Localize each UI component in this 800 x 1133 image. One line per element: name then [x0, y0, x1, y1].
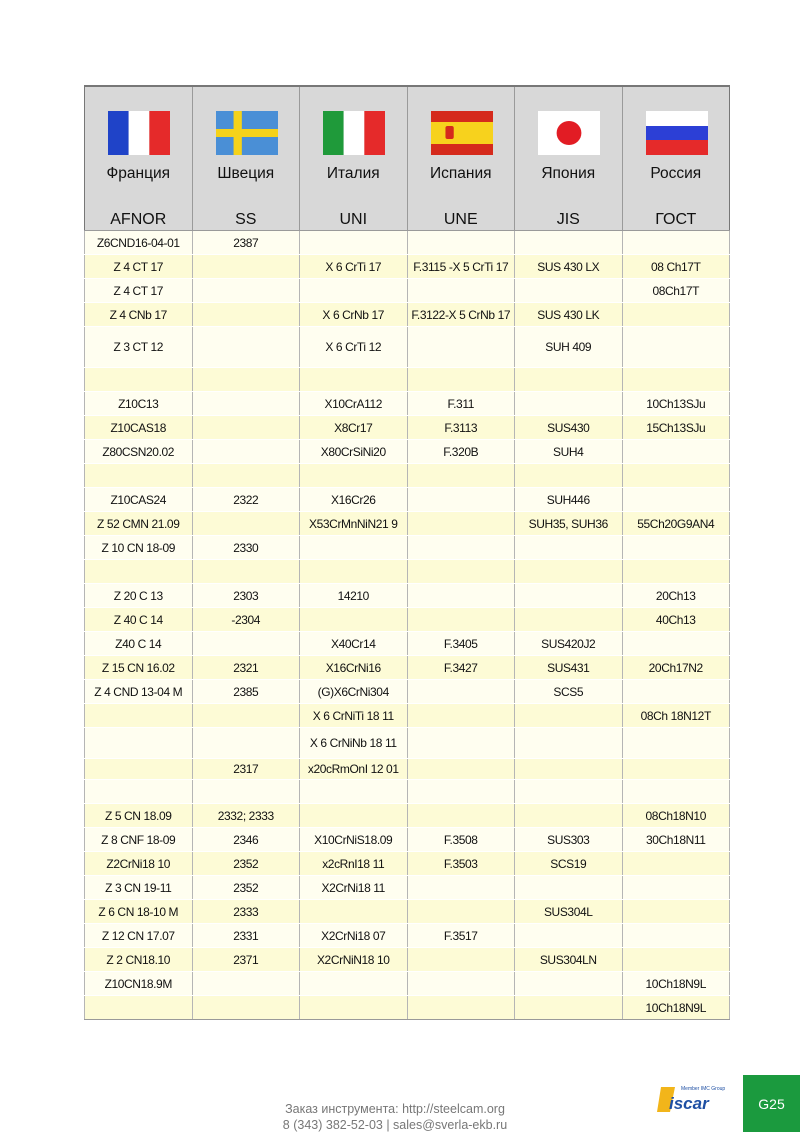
table-row	[85, 392, 730, 416]
page-number: G25	[758, 1095, 785, 1112]
table-cell-uni	[300, 804, 408, 828]
table-cell-ss: 2330	[192, 536, 300, 560]
table-cell-jis	[515, 759, 623, 780]
table-row	[85, 852, 730, 876]
table-cell-jis: SUH35, SUH36	[515, 512, 623, 536]
table-cell-une	[407, 972, 515, 996]
table-cell-гост	[622, 759, 730, 780]
table-cell-afnor: Z 4 CNb 17	[85, 303, 193, 327]
table-cell-afnor: Z 20 C 13	[85, 584, 193, 608]
column-header-italy	[300, 86, 408, 231]
standard-label-jis: JIS	[556, 211, 580, 228]
table-cell-une	[407, 512, 515, 536]
table-row	[85, 759, 730, 780]
table-cell-гост	[622, 948, 730, 972]
table-cell-uni	[300, 536, 408, 560]
table-cell-uni: 14210	[300, 584, 408, 608]
table-cell-uni: X 6 CrNiTi 18 11	[300, 704, 408, 728]
table-cell-гост	[622, 488, 730, 512]
table-cell-une	[407, 231, 515, 255]
table-cell-jis: SUS430	[515, 416, 623, 440]
table-cell-uni: X2CrNiN18 10	[300, 948, 408, 972]
table-cell-une: F.3115 -X 5 CrTi 17	[407, 255, 515, 279]
table-cell-ss	[192, 512, 300, 536]
table-cell-гост	[622, 560, 730, 584]
table-cell-uni: X 6 CrNb 17	[300, 303, 408, 327]
table-cell-гост: 40Ch13	[622, 608, 730, 632]
table-cell-afnor: Z 8 CNF 18-09	[85, 828, 193, 852]
table-cell-afnor: Z 15 CN 16.02	[85, 656, 193, 680]
table-cell-гост	[622, 728, 730, 759]
table-cell-гост	[622, 440, 730, 464]
table-cell-jis: SUH 409	[515, 327, 623, 368]
table-cell-une: F.3508	[407, 828, 515, 852]
table-cell-une	[407, 488, 515, 512]
table-cell-jis: SUS431	[515, 656, 623, 680]
table-cell-гост: 08Ch17T	[622, 279, 730, 303]
table-cell-ss	[192, 464, 300, 488]
table-cell-afnor: Z 12 CN 17.07	[85, 924, 193, 948]
table-cell-ss	[192, 632, 300, 656]
table-cell-afnor: Z 6 CN 18-10 M	[85, 900, 193, 924]
sweden-flag-cross-horizontal	[216, 129, 278, 137]
spain-flag-coat-of-arms	[445, 126, 453, 139]
column-header-spain	[407, 86, 515, 231]
spain-flag-icon	[431, 111, 493, 155]
table-cell-une: F.3113	[407, 416, 515, 440]
table-cell-гост: 10Ch13SJu	[622, 392, 730, 416]
table-cell-une	[407, 608, 515, 632]
standard-label-afnor: AFNOR	[110, 211, 167, 228]
table-cell-гост: 10Ch18N9L	[622, 996, 730, 1020]
russia-flag-stripe-red	[646, 140, 708, 155]
table-cell-jis	[515, 231, 623, 255]
table-cell-ss	[192, 704, 300, 728]
table-row	[85, 924, 730, 948]
table-cell-afnor: Z 3 CT 12	[85, 327, 193, 368]
table-cell-гост	[622, 680, 730, 704]
france-flag-stripe-red	[149, 111, 170, 155]
table-cell-une	[407, 560, 515, 584]
standard-label-une: UNE	[443, 211, 478, 228]
table-cell-uni	[300, 231, 408, 255]
table-cell-ss: 2385	[192, 680, 300, 704]
table-cell-uni	[300, 279, 408, 303]
table-cell-uni: X 6 CrTi 12	[300, 327, 408, 368]
italy-flag-stripe-red	[364, 111, 385, 155]
table-cell-jis	[515, 804, 623, 828]
table-cell-uni: X2CrNi18 11	[300, 876, 408, 900]
table-cell-ss: 2321	[192, 656, 300, 680]
table-cell-ss	[192, 560, 300, 584]
table-cell-afnor: Z 5 CN 18.09	[85, 804, 193, 828]
table-cell-uni: X40Cr14	[300, 632, 408, 656]
france-flag-stripe-blue	[108, 111, 129, 155]
table-cell-une: F.3405	[407, 632, 515, 656]
table-row	[85, 828, 730, 852]
page-number-tab	[743, 1075, 800, 1132]
spain-flag-stripe-bottom	[431, 144, 493, 155]
table-cell-une	[407, 759, 515, 780]
table-cell-jis	[515, 608, 623, 632]
table-cell-ss	[192, 728, 300, 759]
table-cell-uni	[300, 900, 408, 924]
column-header-russia	[622, 86, 730, 231]
table-cell-uni: X16Cr26	[300, 488, 408, 512]
table-cell-afnor	[85, 704, 193, 728]
table-cell-afnor: Z 4 CT 17	[85, 279, 193, 303]
table-cell-une	[407, 996, 515, 1020]
table-cell-jis: SUH4	[515, 440, 623, 464]
table-cell-jis	[515, 924, 623, 948]
table-cell-uni	[300, 972, 408, 996]
table-cell-ss: 2331	[192, 924, 300, 948]
table-cell-afnor: Z10CAS24	[85, 488, 193, 512]
table-row	[85, 512, 730, 536]
table-cell-ss	[192, 303, 300, 327]
standard-label-uni: UNI	[339, 211, 368, 228]
table-row	[85, 488, 730, 512]
table-row	[85, 536, 730, 560]
table-cell-une	[407, 948, 515, 972]
table-cell-uni: X8Cr17	[300, 416, 408, 440]
table-cell-гост	[622, 900, 730, 924]
table-cell-afnor: Z 4 CT 17	[85, 255, 193, 279]
table-row	[85, 560, 730, 584]
france-flag-icon	[108, 111, 170, 155]
logo-member-text: Member IMC Group	[681, 1086, 726, 1092]
table-cell-une	[407, 680, 515, 704]
table-row	[85, 948, 730, 972]
table-row	[85, 656, 730, 680]
table-cell-гост	[622, 368, 730, 392]
table-cell-afnor: Z80CSN20.02	[85, 440, 193, 464]
table-cell-гост	[622, 464, 730, 488]
table-cell-afnor	[85, 464, 193, 488]
table-cell-une	[407, 327, 515, 368]
table-cell-jis: SUS420J2	[515, 632, 623, 656]
table-cell-uni: X 6 CrNiNb 18 11	[300, 728, 408, 759]
steel-grades-comparison-table	[84, 85, 730, 1020]
table-cell-ss: 2352	[192, 876, 300, 900]
table-cell-jis: SUS 430 LX	[515, 255, 623, 279]
table-row	[85, 900, 730, 924]
table-row	[85, 584, 730, 608]
table-cell-une	[407, 804, 515, 828]
table-cell-afnor	[85, 560, 193, 584]
standard-label-ss: SS	[235, 211, 257, 228]
table-cell-uni: X53CrMnNiN21 9	[300, 512, 408, 536]
table-cell-ss	[192, 255, 300, 279]
table-cell-ss: 2333	[192, 900, 300, 924]
table-cell-uni: (G)X6CrNi304	[300, 680, 408, 704]
logo-brand-text: iscar	[669, 1094, 709, 1113]
table-row	[85, 303, 730, 327]
table-cell-uni	[300, 560, 408, 584]
table-cell-jis: SUS303	[515, 828, 623, 852]
footer-order-line: Заказ инструмента: http://steelcam.org	[285, 1102, 505, 1116]
table-cell-jis	[515, 560, 623, 584]
table-cell-ss	[192, 996, 300, 1020]
table-row	[85, 368, 730, 392]
table-cell-гост: 20Ch13	[622, 584, 730, 608]
table-cell-ss	[192, 392, 300, 416]
table-cell-гост	[622, 780, 730, 804]
table-cell-une	[407, 780, 515, 804]
table-row	[85, 255, 730, 279]
table-cell-гост	[622, 924, 730, 948]
table-cell-jis: SUH446	[515, 488, 623, 512]
table-cell-uni: x20cRmOnI 12 01	[300, 759, 408, 780]
russia-flag-stripe-white	[646, 111, 708, 126]
column-header-japan	[515, 86, 623, 231]
footer-contact	[250, 1101, 540, 1133]
table-cell-ss: 2332; 2333	[192, 804, 300, 828]
table-cell-uni: x2cRnI18 11	[300, 852, 408, 876]
table-cell-jis: SUS 430 LK	[515, 303, 623, 327]
table-cell-jis: SCS19	[515, 852, 623, 876]
table-row	[85, 680, 730, 704]
table-row	[85, 608, 730, 632]
table-cell-ss	[192, 416, 300, 440]
iscar-logo	[655, 1082, 733, 1116]
standard-label-gost: ГОСТ	[655, 211, 697, 228]
table-cell-afnor: Z10CN18.9M	[85, 972, 193, 996]
table-cell-afnor	[85, 759, 193, 780]
table-cell-гост	[622, 876, 730, 900]
italy-flag-stripe-green	[323, 111, 344, 155]
table-cell-гост: 15Ch13SJu	[622, 416, 730, 440]
table-cell-une	[407, 279, 515, 303]
table-row	[85, 416, 730, 440]
table-cell-afnor: Z6CND16-04-01	[85, 231, 193, 255]
table-cell-une	[407, 536, 515, 560]
table-cell-гост: 55Ch20G9AN4	[622, 512, 730, 536]
table-row	[85, 780, 730, 804]
table-cell-uni: X10CrNiS18.09	[300, 828, 408, 852]
table-cell-afnor	[85, 780, 193, 804]
table-cell-гост: 08Ch18N10	[622, 804, 730, 828]
table-row	[85, 464, 730, 488]
table-cell-jis	[515, 780, 623, 804]
table-cell-ss	[192, 279, 300, 303]
japan-flag-icon	[538, 111, 600, 155]
table-cell-ss: 2387	[192, 231, 300, 255]
table-row	[85, 804, 730, 828]
table-cell-une	[407, 900, 515, 924]
table-row	[85, 327, 730, 368]
table-cell-jis	[515, 279, 623, 303]
table-header-row	[85, 86, 730, 231]
table-cell-ss	[192, 440, 300, 464]
table-row	[85, 704, 730, 728]
table-cell-afnor: Z 4 CND 13-04 M	[85, 680, 193, 704]
spain-flag-stripe-middle	[431, 122, 493, 144]
table-cell-ss: 2303	[192, 584, 300, 608]
table-row	[85, 728, 730, 759]
table-cell-гост	[622, 327, 730, 368]
table-cell-ss: 2322	[192, 488, 300, 512]
country-label-spain: Испания	[429, 165, 492, 182]
table-cell-afnor: Z 40 C 14	[85, 608, 193, 632]
country-label-france: Франция	[106, 165, 170, 182]
country-label-italy: Италия	[326, 165, 380, 182]
steel-grades-table-container	[84, 85, 729, 1020]
table-row	[85, 972, 730, 996]
table-cell-гост: 30Ch18N11	[622, 828, 730, 852]
table-row	[85, 279, 730, 303]
table-cell-afnor: Z 10 CN 18-09	[85, 536, 193, 560]
table-cell-uni	[300, 608, 408, 632]
table-cell-jis	[515, 728, 623, 759]
italy-flag-icon	[323, 111, 385, 155]
country-label-japan: Япония	[541, 165, 596, 182]
table-cell-ss: 2352	[192, 852, 300, 876]
table-cell-гост	[622, 231, 730, 255]
table-cell-ss	[192, 972, 300, 996]
country-label-sweden: Швеция	[217, 165, 275, 182]
table-cell-jis: SUS304L	[515, 900, 623, 924]
table-cell-uni	[300, 996, 408, 1020]
table-cell-jis	[515, 464, 623, 488]
footer-phone-email-line: 8 (343) 382-52-03 | sales@sverla-ekb.ru	[282, 1118, 508, 1132]
table-cell-jis	[515, 996, 623, 1020]
table-cell-une	[407, 704, 515, 728]
table-cell-une	[407, 876, 515, 900]
table-cell-ss: 2371	[192, 948, 300, 972]
table-cell-гост: 20Ch17N2	[622, 656, 730, 680]
table-row	[85, 632, 730, 656]
table-cell-jis	[515, 392, 623, 416]
table-cell-jis	[515, 536, 623, 560]
table-cell-гост	[622, 536, 730, 560]
table-cell-une: F.320B	[407, 440, 515, 464]
table-cell-jis	[515, 584, 623, 608]
table-cell-uni	[300, 780, 408, 804]
table-cell-afnor: Z10C13	[85, 392, 193, 416]
table-cell-гост	[622, 632, 730, 656]
table-cell-гост: 08 Ch17T	[622, 255, 730, 279]
table-cell-ss	[192, 780, 300, 804]
table-cell-une: F.3503	[407, 852, 515, 876]
table-cell-une	[407, 584, 515, 608]
table-cell-ss: 2317	[192, 759, 300, 780]
table-cell-une	[407, 368, 515, 392]
sweden-flag-icon	[216, 111, 278, 155]
table-cell-гост	[622, 303, 730, 327]
table-cell-гост: 10Ch18N9L	[622, 972, 730, 996]
table-cell-afnor: Z 52 CMN 21.09	[85, 512, 193, 536]
table-cell-uni	[300, 368, 408, 392]
table-cell-uni: X 6 CrTi 17	[300, 255, 408, 279]
table-row	[85, 996, 730, 1020]
table-body	[85, 231, 730, 1020]
table-cell-uni	[300, 464, 408, 488]
table-cell-jis	[515, 876, 623, 900]
table-cell-une: F.3517	[407, 924, 515, 948]
table-cell-une: F.311	[407, 392, 515, 416]
table-cell-uni: X80CrSiNi20	[300, 440, 408, 464]
column-header-sweden	[192, 86, 300, 231]
table-cell-afnor: Z40 C 14	[85, 632, 193, 656]
table-cell-uni: X16CrNi16	[300, 656, 408, 680]
japan-flag-sun	[557, 121, 582, 145]
table-cell-jis	[515, 972, 623, 996]
column-header-france	[85, 86, 193, 231]
table-cell-afnor: Z2CrNi18 10	[85, 852, 193, 876]
table-cell-гост: 08Ch 18N12T	[622, 704, 730, 728]
italy-flag-stripe-white	[344, 111, 365, 155]
table-cell-afnor	[85, 728, 193, 759]
country-label-russia: Россия	[650, 165, 702, 182]
russia-flag-stripe-blue	[646, 126, 708, 140]
table-cell-jis	[515, 704, 623, 728]
table-cell-jis: SUS304LN	[515, 948, 623, 972]
table-cell-une	[407, 464, 515, 488]
table-cell-jis	[515, 368, 623, 392]
table-cell-afnor: Z 3 CN 19-11	[85, 876, 193, 900]
table-cell-une: F.3122-X 5 CrNb 17	[407, 303, 515, 327]
table-cell-une: F.3427	[407, 656, 515, 680]
table-cell-uni: X2CrNi18 07	[300, 924, 408, 948]
table-cell-jis: SCS5	[515, 680, 623, 704]
table-cell-une	[407, 728, 515, 759]
table-cell-afnor: Z 2 CN18.10	[85, 948, 193, 972]
table-row	[85, 876, 730, 900]
table-cell-afnor	[85, 996, 193, 1020]
table-cell-ss	[192, 327, 300, 368]
table-cell-afnor	[85, 368, 193, 392]
russia-flag-icon	[646, 111, 708, 155]
table-cell-ss: 2346	[192, 828, 300, 852]
table-cell-uni: X10CrA112	[300, 392, 408, 416]
table-cell-ss	[192, 368, 300, 392]
spain-flag-stripe-top	[431, 111, 493, 122]
france-flag-stripe-white	[129, 111, 150, 155]
table-row	[85, 231, 730, 255]
table-cell-гост	[622, 852, 730, 876]
table-cell-ss: -2304	[192, 608, 300, 632]
table-row	[85, 440, 730, 464]
table-cell-afnor: Z10CAS18	[85, 416, 193, 440]
